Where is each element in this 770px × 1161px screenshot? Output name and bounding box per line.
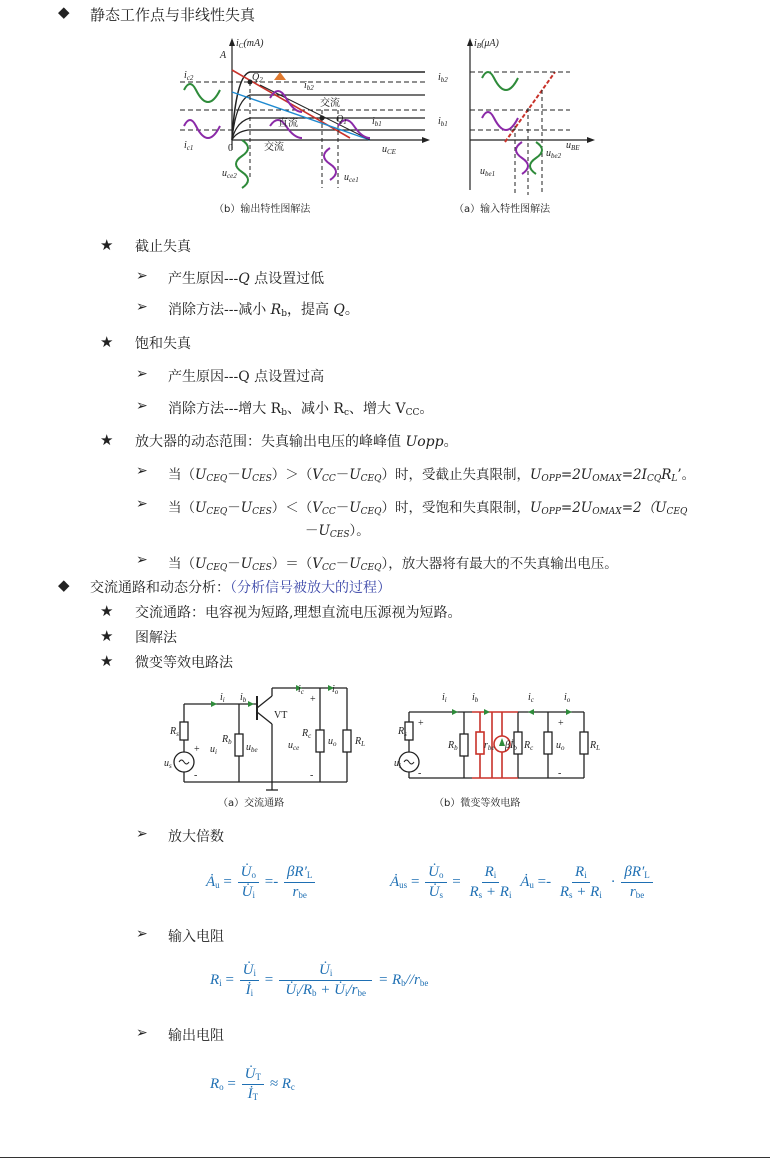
svg-text:us: $u_s$	[164, 758, 172, 770]
svg-text:ib: $i_b$	[240, 692, 247, 704]
cutoff-fix: 消除方法---减小 $R_b$，提高 Q。	[168, 302, 359, 319]
svg-text:RL: $R_L$	[590, 740, 601, 752]
svg-text:-: -	[194, 770, 198, 781]
footer-divider	[0, 1157, 770, 1158]
ib1-curve-label: $i_{b1}$	[372, 116, 382, 128]
arrow-icon: ➢	[136, 463, 148, 479]
point-a-label: A	[220, 50, 227, 61]
saturation-title: 饱和失真	[135, 336, 191, 352]
fig-b-caption: （b）输出特性图解法	[214, 204, 311, 215]
q1-label: $Q_1$	[336, 114, 347, 126]
star-icon: ★	[100, 431, 114, 449]
ic1-label: $i_{c1}$	[184, 140, 194, 152]
arrow-icon	[211, 701, 217, 707]
svg-text:io: $i_o$	[564, 692, 571, 704]
section-heading-static-point: 静态工作点与非线性失真	[90, 6, 256, 24]
small-signal-text: 微变等效电路法	[135, 655, 233, 671]
star-icon: ★	[100, 333, 114, 351]
ac-source-icon	[179, 760, 189, 764]
dc-label: 直流	[278, 118, 298, 129]
arrow-icon: ➢	[136, 1025, 148, 1041]
svg-text:ube: $u_{be}$	[246, 742, 258, 754]
uce1-label: $u_{ce1}$	[344, 172, 359, 184]
svg-text:rbe: $r_{be}$	[484, 740, 495, 752]
fig-a-caption: （a）输入特性图解法	[454, 204, 551, 215]
ib-axis-label: $i_B(\mu A)$	[474, 38, 499, 50]
case-cutoff-limited: 当$(U_{CEQ}-U_{CES})>(V_{CC}-U_{CEQ})$时，受截止失真限制，$U_{OPP}=2U_{OMAX}=2I_{CQ}R_L$’。	[168, 467, 696, 484]
svg-text:ic: $i_c$	[298, 684, 304, 696]
svg-text:io: $i_o$	[332, 684, 339, 696]
arrow-icon	[528, 709, 534, 715]
graphic-method-text: 图解法	[135, 630, 177, 646]
svg-text:ui: $u_i$	[210, 744, 217, 756]
svg-text:uo: $u_o$	[328, 736, 337, 748]
arrow-icon: ➢	[136, 926, 148, 942]
svg-text:Rs: $R_s$	[170, 726, 179, 738]
uce-axis-label: $u_{CE}$	[382, 144, 396, 156]
svg-text:Rb: $R_b$	[448, 740, 458, 752]
arrow-icon	[484, 709, 490, 715]
output-resistance-title: 输出电阻	[168, 1028, 224, 1044]
ic2-label: $i_{c2}$	[184, 70, 194, 82]
svg-text:Rc: $R_c$	[302, 728, 312, 740]
svg-text:ib: $i_b$	[472, 692, 479, 704]
arrow-icon: ➢	[136, 496, 148, 512]
arrow-icon: ➢	[136, 366, 148, 382]
ac-path-text: 交流通路：电容视为短路,理想直流电压源视为短路。	[135, 605, 462, 621]
source-voltage-gain-formula: $Ȧ_{us}$ = $\frac{U̇_o}{U̇_s}$ = $\frac{R_i}{R_s + R_i}$ $Ȧ_u$ =- $\frac{R_i}{R_s + R_i}$ · $\frac{\beta R'_L}{r_{be}}$	[390, 864, 655, 901]
star-icon: ★	[100, 652, 114, 670]
ac-path-circuit	[174, 688, 351, 790]
svg-text:uce: $u_{ce}$	[288, 740, 300, 752]
diamond-icon: ◆	[58, 3, 70, 21]
circuit-a-caption: （a）交流通路	[218, 798, 285, 809]
svg-text:uo: $u_o$	[556, 740, 565, 752]
ube-axis-label: $u_{BE}$	[566, 140, 580, 152]
ube2-label: $u_{be2}$	[546, 148, 562, 160]
input-resistance-title: 输入电阻	[168, 929, 224, 945]
case-saturation-limited-line2: $-U_{CES}$）。	[305, 523, 370, 540]
arrow-icon	[566, 709, 572, 715]
arrow-icon: ➢	[136, 398, 148, 414]
output-characteristic-graph	[180, 38, 430, 188]
svg-text:+: +	[194, 744, 200, 755]
circuit-figure	[164, 684, 601, 812]
characteristic-figure	[170, 30, 600, 220]
arrow-icon: ➢	[136, 826, 148, 842]
arrow-icon	[248, 701, 254, 707]
svg-text:Rb: $R_b$	[222, 734, 232, 746]
svg-text:ii: $i_i$	[220, 692, 225, 704]
case-saturation-limited: 当$(U_{CEQ}-U_{CES})<(V_{CC}-U_{CEQ})$时，受饱和失真限制，$U_{OPP}=2U_{OMAX}=2(U_{CEQ}$	[168, 500, 688, 517]
voltage-gain-formula: $Ȧ_u$ = $\frac{U̇_o}{U̇_i}$ =- $\frac{\beta R'_L}{r_{be}}$	[206, 864, 317, 901]
ac-lower-label: 交流	[264, 142, 284, 153]
arrow-icon: ➢	[136, 552, 148, 568]
output-resistance-formula: $R_o$ = $\frac{U̇_T}{İ_T}$ ≈ $R_c$	[210, 1066, 295, 1102]
q2-label: $Q_2$	[252, 72, 263, 84]
saturation-cause: 产生原因---Q 点设置过高	[168, 369, 325, 385]
svg-text:-: -	[418, 768, 422, 779]
case-max-output: 当$(U_{CEQ}-U_{CES})=(V_{CC}-U_{CEQ})$，放大器将有最大的不失真输出电压。	[168, 556, 618, 573]
section-heading-ac-analysis: 交流通路和动态分析：（分析信号被放大的过程）	[90, 580, 391, 596]
svg-text:ui: $u_i$	[394, 758, 401, 770]
ib2-curve-label: $i_{b2}$	[304, 80, 314, 92]
diamond-icon: ◆	[58, 576, 70, 594]
svg-text:-: -	[558, 768, 562, 779]
arrow-icon: ➢	[136, 268, 148, 284]
clip-mark-icon	[274, 72, 286, 80]
svg-text:-: -	[310, 770, 314, 781]
ib2-right-label: $i_{b2}$	[438, 72, 448, 84]
svg-text:VT: VT	[274, 710, 288, 721]
svg-text:Rs: $R_s$	[398, 726, 407, 738]
svg-text:RL: $R_L$	[355, 736, 366, 748]
star-icon: ★	[100, 236, 114, 254]
arrow-icon: ➢	[136, 299, 148, 315]
svg-text:+: +	[558, 718, 564, 729]
cutoff-title: 截止失真	[135, 239, 191, 255]
ib1-right-label: $i_{b1}$	[438, 116, 448, 128]
svg-text:+: +	[418, 718, 424, 729]
gain-title: 放大倍数	[168, 829, 224, 845]
star-icon: ★	[100, 627, 114, 645]
svg-text:βİb: $\beta İ_b$	[505, 740, 517, 752]
dynamic-range-text: 放大器的动态范围：失真输出电压的峰峰值 Uopp。	[135, 434, 458, 450]
circuit-b-caption: （b）微变等效电路	[434, 798, 521, 809]
ac-upper-label: 交流	[320, 98, 340, 109]
svg-text:Rc: $R_c$	[524, 740, 534, 752]
uce2-label: $u_{ce2}$	[222, 168, 237, 180]
star-icon: ★	[100, 602, 114, 620]
svg-text:ic: $i_c$	[528, 692, 534, 704]
svg-text:ii: $i_i$	[442, 692, 447, 704]
ac-source-icon	[404, 760, 414, 764]
input-resistance-formula: $R_i$ = $\frac{U̇_i}{İ_i}$ = $\frac{U̇_i}{U̇_i/R_b + U̇_i/r_{be}}$ = $R_b//r_{be}$	[210, 962, 429, 998]
arrow-icon	[452, 709, 458, 715]
origin-label: 0	[228, 143, 233, 154]
ic-axis-label: $i_C(mA)$	[236, 38, 264, 50]
ube1-label: $u_{be1}$	[480, 166, 496, 178]
saturation-fix: 消除方法---增大 $R_b$、减小 $R_c$、增大 $V_{CC}$。	[168, 401, 434, 418]
svg-text:+: +	[310, 694, 316, 705]
cutoff-cause: 产生原因---Q 点设置过低	[168, 271, 325, 287]
